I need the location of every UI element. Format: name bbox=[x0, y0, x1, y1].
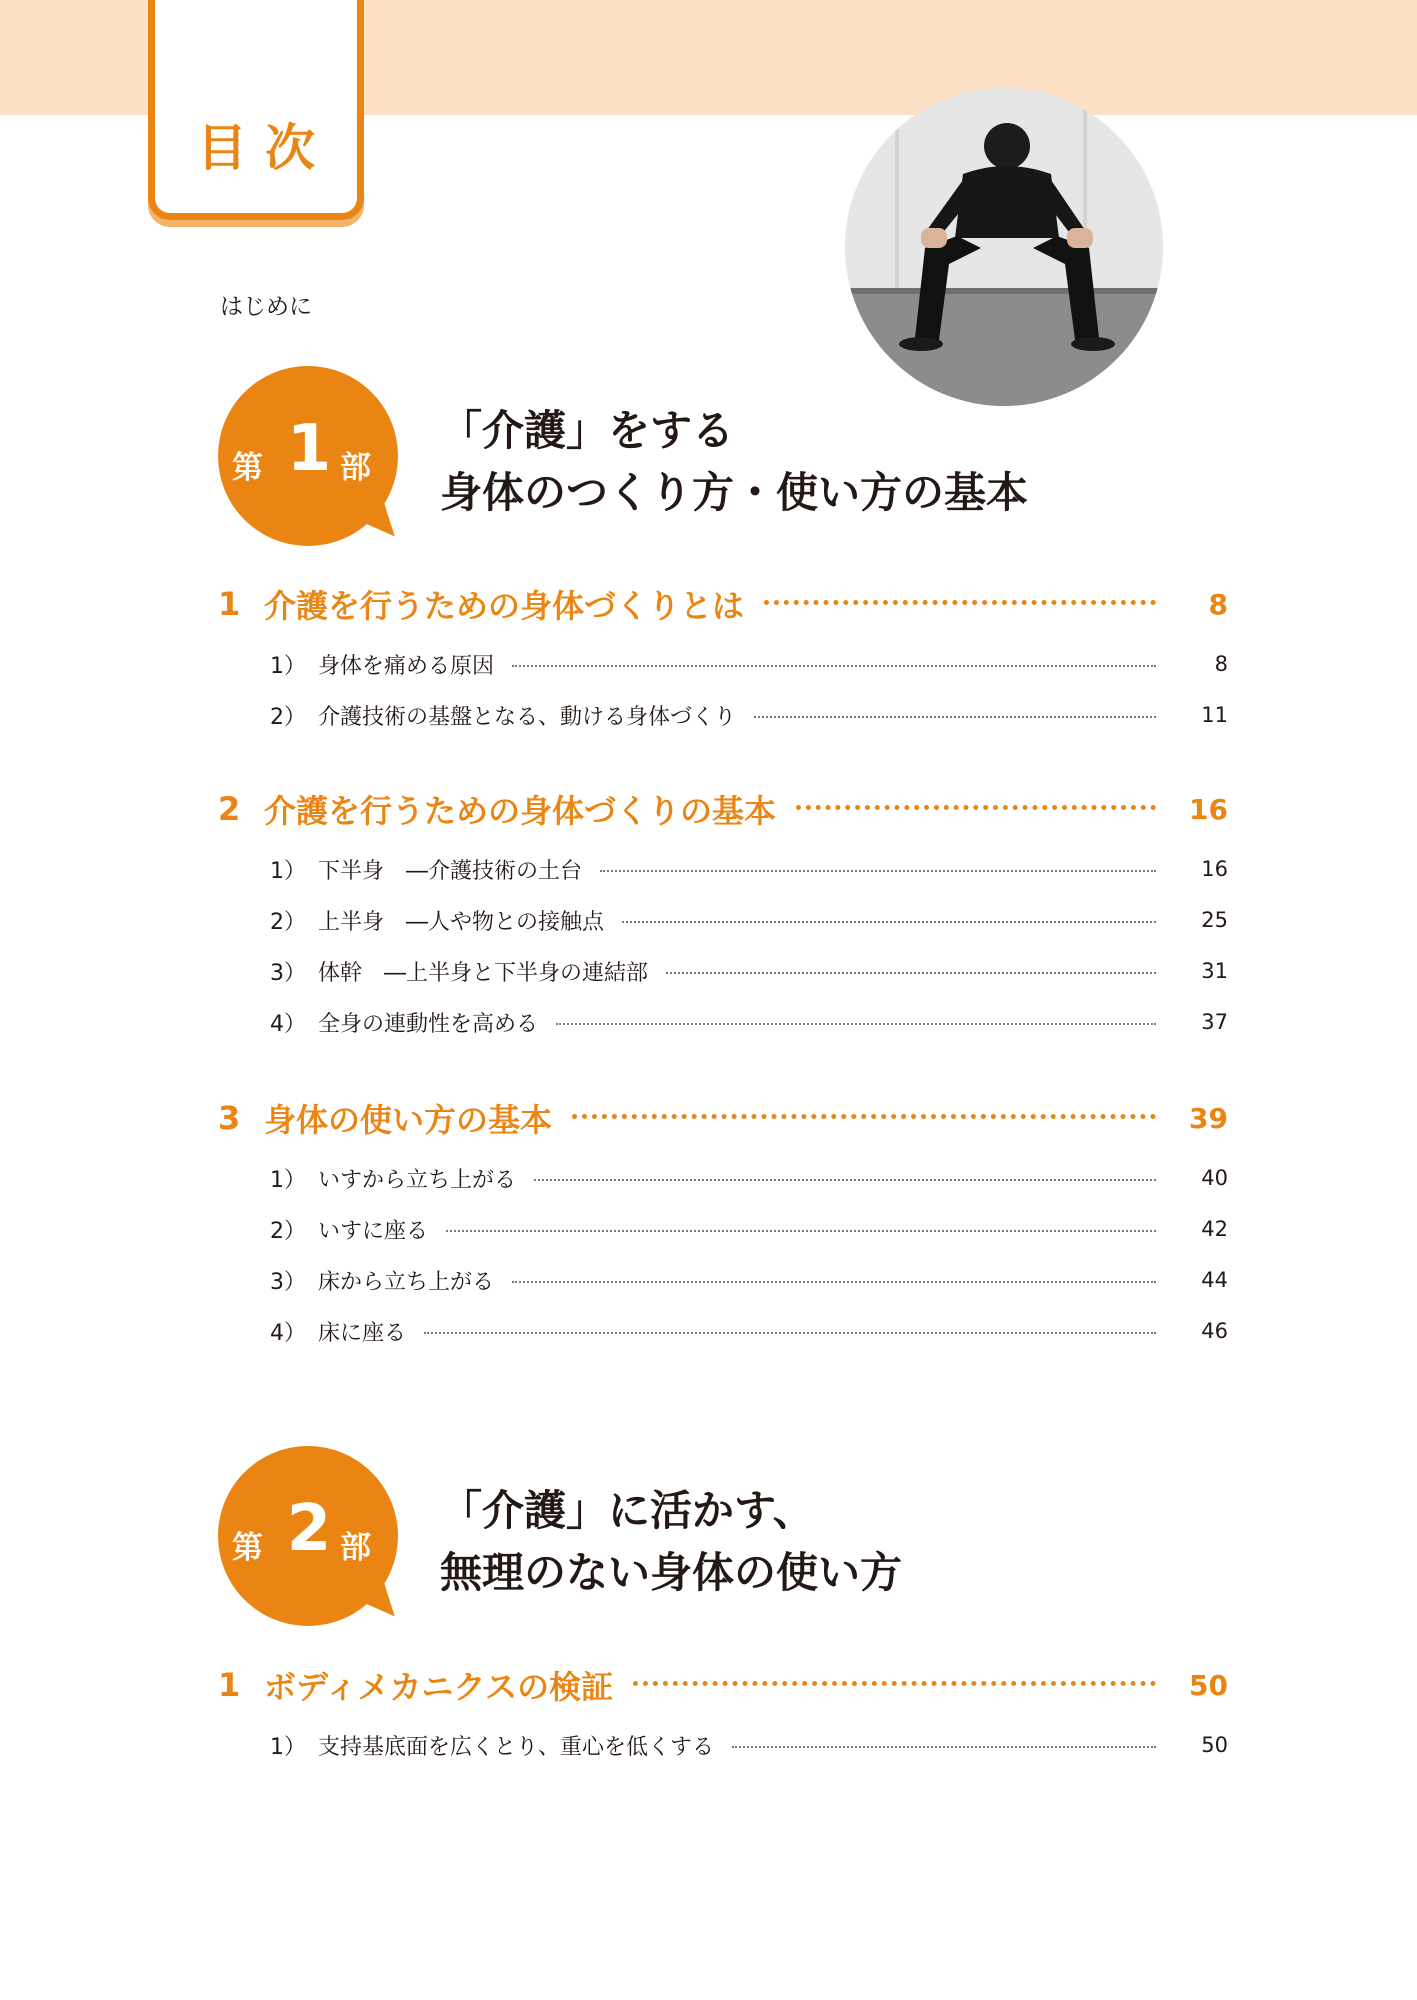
leader-dots bbox=[512, 1281, 1156, 1283]
leader-dots bbox=[732, 1746, 1156, 1748]
leader-dots bbox=[534, 1179, 1156, 1181]
part-number: 1 bbox=[286, 412, 332, 486]
part-2-badge bbox=[218, 1446, 404, 1632]
item-title: いすから立ち上がる bbox=[318, 1167, 517, 1193]
leader-dots bbox=[754, 716, 1156, 718]
toc-item[interactable] bbox=[218, 953, 1228, 989]
leader-dots bbox=[446, 1230, 1156, 1232]
item-title: 介護技術の基盤となる、動ける身体づくり bbox=[318, 704, 737, 730]
item-title: 下半身 ―介護技術の土台 bbox=[318, 858, 583, 884]
leader-dots bbox=[764, 600, 1156, 605]
part-title-line1: 「介護」をする bbox=[440, 406, 735, 455]
leader-dots bbox=[666, 972, 1156, 974]
toc-item[interactable] bbox=[218, 1160, 1228, 1196]
section-page: 8 bbox=[1208, 587, 1228, 621]
leader-dots bbox=[622, 921, 1156, 923]
section-title: 介護を行うための身体づくりとは bbox=[264, 587, 745, 625]
section-page: 39 bbox=[1189, 1101, 1228, 1135]
section-number: 2 bbox=[218, 790, 241, 828]
item-number: 3） bbox=[270, 960, 306, 986]
part-suffix: 部 bbox=[340, 1530, 371, 1566]
leader-dots bbox=[512, 665, 1156, 667]
item-title: 上半身 ―人や物との接触点 bbox=[318, 909, 605, 935]
leader-dots bbox=[796, 805, 1156, 810]
leader-dots bbox=[556, 1023, 1156, 1025]
leader-dots bbox=[572, 1114, 1156, 1119]
toc-item[interactable] bbox=[218, 697, 1228, 733]
item-number: 2） bbox=[270, 909, 306, 935]
item-number: 1） bbox=[270, 1167, 306, 1193]
item-page: 44 bbox=[1201, 1268, 1228, 1292]
toc-section-1-1[interactable] bbox=[218, 581, 1228, 627]
item-number: 4） bbox=[270, 1011, 306, 1037]
part-prefix: 第 bbox=[232, 450, 263, 486]
item-page: 37 bbox=[1201, 1010, 1228, 1034]
section-number: 1 bbox=[218, 1666, 241, 1704]
toc-item[interactable] bbox=[218, 646, 1228, 682]
item-title: 体幹 ―上半身と下半身の連結部 bbox=[318, 960, 649, 986]
photo-illustration bbox=[845, 88, 1163, 406]
toc-item[interactable] bbox=[218, 1313, 1228, 1349]
leader-dots bbox=[600, 870, 1156, 872]
item-page: 11 bbox=[1201, 703, 1228, 727]
item-title: 身体を痛める原因 bbox=[318, 653, 495, 679]
item-title: いすに座る bbox=[318, 1218, 429, 1244]
item-number: 4） bbox=[270, 1320, 306, 1346]
intro-entry[interactable]: はじめに bbox=[220, 294, 312, 320]
section-page: 50 bbox=[1189, 1668, 1228, 1702]
section-page: 16 bbox=[1189, 792, 1228, 826]
section-title: 介護を行うための身体づくりの基本 bbox=[264, 792, 777, 830]
section-number: 1 bbox=[218, 585, 241, 623]
part-title-line2: 身体のつくり方・使い方の基本 bbox=[440, 468, 1029, 517]
page-title: 目次 bbox=[197, 119, 333, 177]
toc-title-tab bbox=[148, 0, 364, 220]
leader-dots bbox=[633, 1681, 1156, 1686]
item-page: 31 bbox=[1201, 959, 1228, 983]
item-number: 2） bbox=[270, 704, 306, 730]
leader-dots bbox=[424, 1332, 1156, 1334]
toc-item[interactable] bbox=[218, 902, 1228, 938]
section-number: 3 bbox=[218, 1099, 241, 1137]
item-number: 3） bbox=[270, 1269, 306, 1295]
squatting-person-photo bbox=[845, 88, 1163, 406]
item-page: 40 bbox=[1201, 1166, 1228, 1190]
toc-item[interactable] bbox=[218, 1004, 1228, 1040]
item-page: 8 bbox=[1214, 652, 1228, 676]
part-number: 2 bbox=[286, 1492, 332, 1566]
item-title: 支持基底面を広くとり、重心を低くする bbox=[318, 1734, 715, 1760]
toc-section-1-2[interactable] bbox=[218, 786, 1228, 832]
toc-item[interactable] bbox=[218, 1727, 1228, 1763]
toc-section-1-3[interactable] bbox=[218, 1095, 1228, 1141]
toc-item[interactable] bbox=[218, 1262, 1228, 1298]
item-number: 1） bbox=[270, 858, 306, 884]
part-suffix: 部 bbox=[340, 450, 371, 486]
section-title: 身体の使い方の基本 bbox=[264, 1101, 553, 1139]
part-prefix: 第 bbox=[232, 1530, 263, 1566]
item-number: 2） bbox=[270, 1218, 306, 1244]
item-title: 全身の連動性を高める bbox=[318, 1011, 539, 1037]
item-title: 床から立ち上がる bbox=[318, 1269, 495, 1295]
item-title: 床に座る bbox=[318, 1320, 407, 1346]
section-title: ボディメカニクスの検証 bbox=[264, 1668, 614, 1706]
part-1-title bbox=[440, 400, 1028, 524]
item-number: 1） bbox=[270, 653, 306, 679]
item-page: 50 bbox=[1201, 1733, 1228, 1757]
toc-section-2-1[interactable] bbox=[218, 1662, 1228, 1708]
part-title-line2: 無理のない身体の使い方 bbox=[440, 1548, 903, 1597]
part-title-line1: 「介護」に活かす、 bbox=[440, 1486, 815, 1535]
item-page: 42 bbox=[1201, 1217, 1228, 1241]
item-page: 46 bbox=[1201, 1319, 1228, 1343]
toc-item[interactable] bbox=[218, 851, 1228, 887]
part-1-badge bbox=[218, 366, 404, 552]
part-2-title bbox=[440, 1480, 902, 1604]
item-page: 16 bbox=[1201, 857, 1228, 881]
item-page: 25 bbox=[1201, 908, 1228, 932]
item-number: 1） bbox=[270, 1734, 306, 1760]
toc-item[interactable] bbox=[218, 1211, 1228, 1247]
